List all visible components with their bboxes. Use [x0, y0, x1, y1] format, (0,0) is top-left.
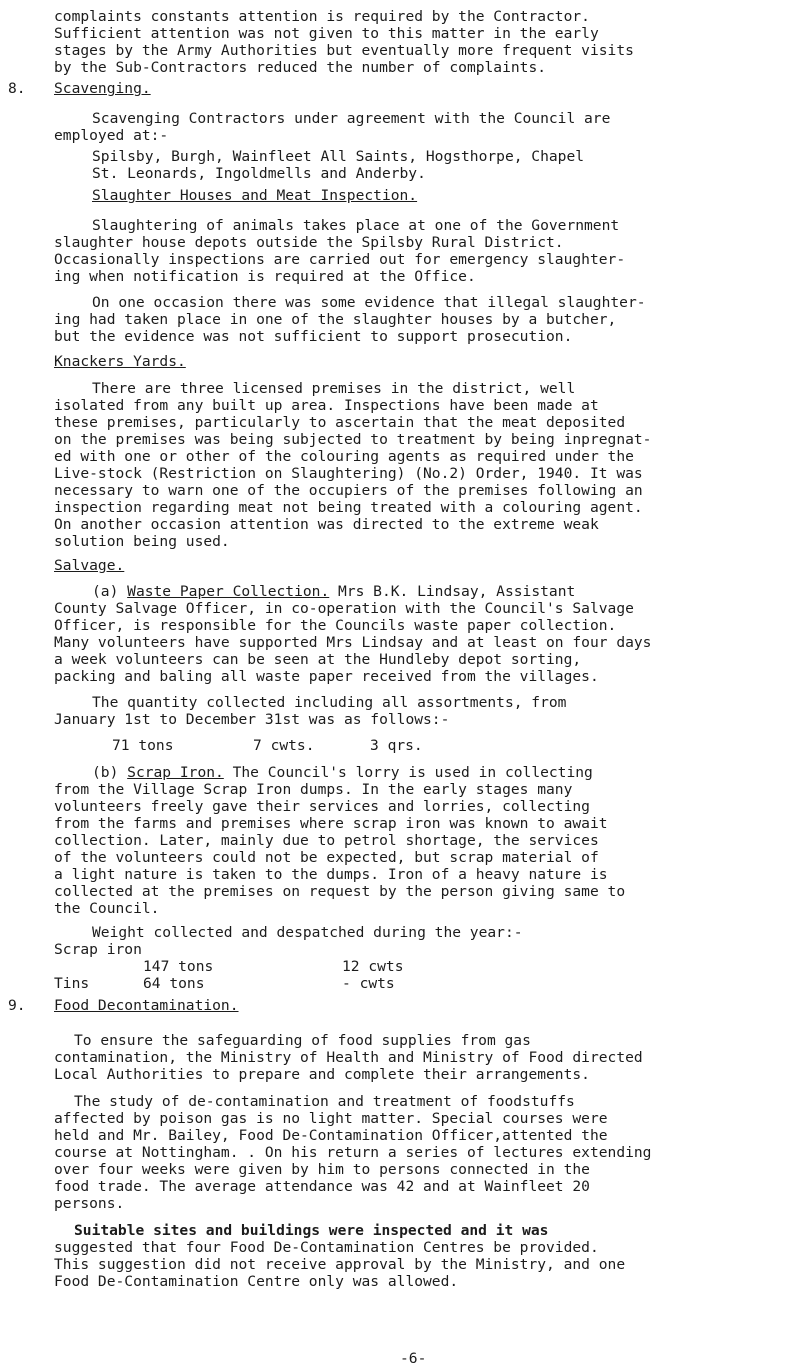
scrap-iron-weight-cwts: 12 cwts	[342, 958, 404, 975]
scrap-iron-line-9: the Council.	[54, 900, 160, 917]
section-9-heading: Food Decontamination.	[54, 997, 239, 1014]
scrap-iron-line-3: volunteers freely gave their services and lorries, collecting	[54, 798, 590, 815]
scavenging-line-2: employed at:-	[54, 127, 169, 144]
decon-p2-line-1: The study of de-contamination and treatment of foodstuffs	[74, 1093, 575, 1110]
slaughter-p2-line-3: but the evidence was not sufficient to support prosecution.	[54, 328, 573, 345]
decon-p3-line-4: Food De-Contamination Centre only was allowed.	[54, 1273, 459, 1290]
waste-paper-line-5: a week volunteers can be seen at the Hundleby depot sorting,	[54, 651, 582, 668]
scrap-iron-line-2: from the Village Scrap Iron dumps. In the early stages many	[54, 781, 573, 798]
quantity-line-2: January 1st to December 31st was as follows:-	[54, 711, 450, 728]
knackers-line-1: There are three licensed premises in the district, well	[92, 380, 576, 397]
decon-p2-line-6: food trade. The average attendance was 42 and at Wainfleet 20	[54, 1178, 590, 1195]
slaughter-p1-line-1: Slaughtering of animals takes place at one of the Government	[92, 217, 620, 234]
waste-paper-line-3: Officer, is responsible for the Councils waste paper collection.	[54, 617, 617, 634]
scavenging-line-4: St. Leonards, Ingoldmells and Anderby.	[92, 165, 426, 182]
scrap-iron-line-4: from the farms and premises where scrap iron was known to await	[54, 815, 608, 832]
knackers-line-8: inspection regarding meat not being treated with a colouring agent.	[54, 499, 643, 516]
waste-paper-line-6: packing and baling all waste paper received from the villages.	[54, 668, 599, 685]
knackers-line-10: solution being used.	[54, 533, 230, 550]
scrap-iron-weight-label: Scrap iron	[54, 941, 142, 958]
weight-line: Weight collected and despatched during the year:-	[92, 924, 523, 941]
decon-p2-line-7: persons.	[54, 1195, 125, 1212]
scrap-iron-weight-tons: 147 tons	[143, 958, 214, 975]
scrap-iron-line-1	[92, 764, 593, 781]
quantity-line-1: The quantity collected including all assortments, from	[92, 694, 567, 711]
decon-p2-line-4: course at Nottingham. . On his return a series of lectures extending	[54, 1144, 652, 1161]
salvage-heading: Salvage.	[54, 557, 125, 574]
slaughter-p2-line-2: ing had taken place in one of the slaughter houses by a butcher,	[54, 311, 617, 328]
scrap-iron-line-7: a light nature is taken to the dumps. Iron of a heavy nature is	[54, 866, 608, 883]
intro-line-1: complaints constants attention is required by the Contractor.	[54, 8, 590, 25]
scrap-iron-line-6: of the volunteers could not be expected, but scrap material of	[54, 849, 599, 866]
decon-p3-line-2: suggested that four Food De-Contamination Centres be provided.	[54, 1239, 599, 1256]
intro-line-2: Sufficient attention was not given to this matter in the early	[54, 25, 599, 42]
waste-paper-heading: Waste Paper Collection.	[127, 583, 330, 600]
knackers-line-9: On another occasion attention was directed to the extreme weak	[54, 516, 599, 533]
slaughter-p2-line-1: On one occasion there was some evidence that illegal slaughter-	[92, 294, 646, 311]
waste-paper-text-1: Mrs B.K. Lindsay, Assistant	[329, 583, 576, 600]
decon-p3-line-1: Suitable sites and buildings were inspected and it was	[74, 1222, 549, 1239]
decon-p2-line-5: over four weeks were given by him to persons connected in the	[54, 1161, 590, 1178]
tins-weight-cwts: - cwts	[342, 975, 395, 992]
waste-qty-qrs: 3 qrs.	[370, 737, 423, 754]
page-number: -6-	[400, 1350, 427, 1367]
slaughter-p1-line-2: slaughter house depots outside the Spilsby Rural District.	[54, 234, 564, 251]
waste-paper-label: (a)	[92, 583, 119, 600]
scavenging-line-3: Spilsby, Burgh, Wainfleet All Saints, Hogsthorpe, Chapel	[92, 148, 585, 165]
waste-paper-line-1	[92, 583, 575, 600]
knackers-line-7: necessary to warn one of the occupiers of the premises following an	[54, 482, 643, 499]
waste-qty-tons: 71 tons	[112, 737, 174, 754]
scrap-iron-text-1: The Council's lorry is used in collecting	[223, 764, 593, 781]
tins-weight-label: Tins	[54, 975, 90, 992]
tins-weight-tons: 64 tons	[143, 975, 205, 992]
scavenging-line-1: Scavenging Contractors under agreement with the Council are	[92, 110, 611, 127]
knackers-line-4: on the premises was being subjected to treatment by being inpregnat-	[54, 431, 652, 448]
scrap-iron-heading: Scrap Iron.	[127, 764, 224, 781]
knackers-line-2: isolated from any built up area. Inspections have been made at	[54, 397, 599, 414]
scrap-iron-line-5: collection. Later, mainly due to petrol shortage, the services	[54, 832, 599, 849]
slaughter-p1-line-3: Occasionally inspections are carried out for emergency slaughter-	[54, 251, 626, 268]
slaughter-p1-line-4: ing when notification is required at the Office.	[54, 268, 476, 285]
decon-p2-line-2: affected by poison gas is no light matter. Special courses were	[54, 1110, 608, 1127]
knackers-line-6: Live-stock (Restriction on Slaughtering) (No.2) Order, 1940. It was	[54, 465, 643, 482]
waste-paper-line-2: County Salvage Officer, in co-operation with the Council's Salvage	[54, 600, 634, 617]
decon-p1-line-3: Local Authorities to prepare and complete their arrangements.	[54, 1066, 590, 1083]
decon-p3-line-3: This suggestion did not receive approval by the Ministry, and one	[54, 1256, 626, 1273]
intro-line-4: by the Sub-Contractors reduced the number of complaints.	[54, 59, 547, 76]
slaughter-heading: Slaughter Houses and Meat Inspection.	[92, 187, 418, 204]
decon-p2-line-3: held and Mr. Bailey, Food De-Contamination Officer,attented the	[54, 1127, 608, 1144]
scrap-iron-line-8: collected at the premises on request by the person giving same to	[54, 883, 626, 900]
scrap-iron-label: (b)	[92, 764, 119, 781]
waste-paper-line-4: Many volunteers have supported Mrs Lindsay and at least on four days	[54, 634, 652, 651]
section-9-number: 9.	[8, 997, 26, 1014]
intro-line-3: stages by the Army Authorities but eventually more frequent visits	[54, 42, 634, 59]
section-8-number: 8.	[8, 80, 26, 97]
waste-qty-cwts: 7 cwts.	[253, 737, 315, 754]
decon-p1-line-1: To ensure the safeguarding of food supplies from gas	[74, 1032, 531, 1049]
knackers-line-3: these premises, particularly to ascertain that the meat deposited	[54, 414, 626, 431]
section-8-heading: Scavenging.	[54, 80, 151, 97]
knackers-heading: Knackers Yards.	[54, 353, 186, 370]
decon-p1-line-2: contamination, the Ministry of Health and Ministry of Food directed	[54, 1049, 643, 1066]
knackers-line-5: ed with one or other of the colouring agents as required under the	[54, 448, 634, 465]
